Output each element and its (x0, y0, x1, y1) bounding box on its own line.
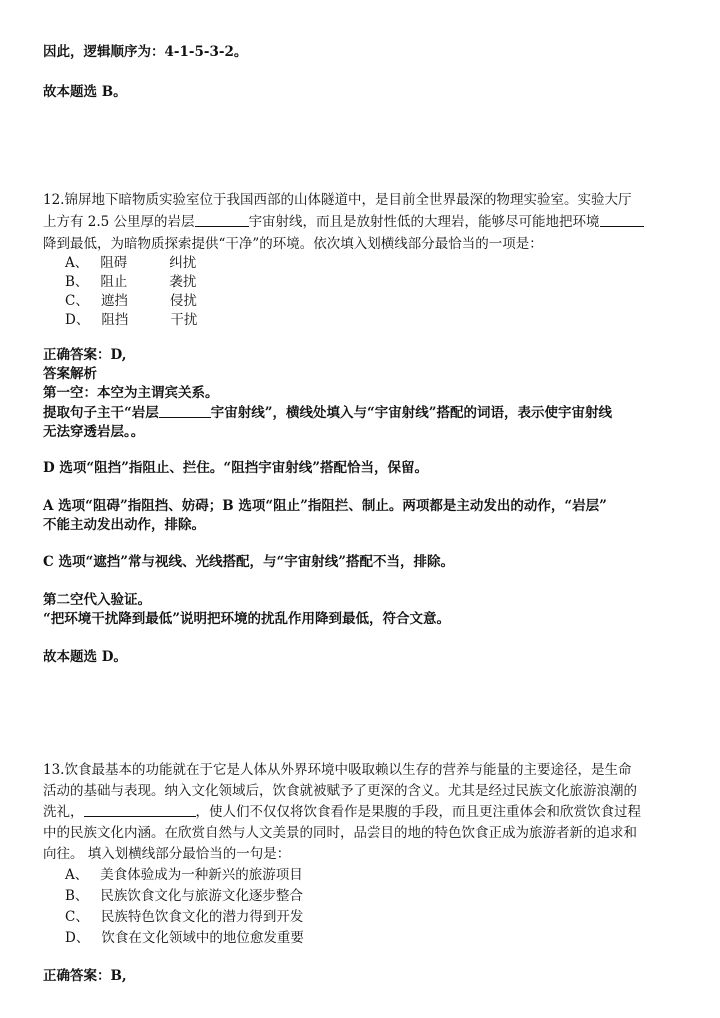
q12-option-b (65, 272, 196, 292)
blank1-text-part-a: 提取句子主干“岩层 (43, 405, 159, 421)
option-letter: D、 (65, 930, 90, 946)
q13-stem-line-3-part-a: 洗礼， (43, 804, 84, 820)
option-letter: D、 (65, 312, 90, 328)
q12-conclusion: 故本题选 D。 (43, 649, 127, 665)
q12-option-d (65, 310, 197, 330)
q12-stem-line-1: 12.锦屏地下暗物质实验室位于我国西部的山体隧道中，是目前全世界最深的物理实验室。实验大厅 (43, 192, 632, 208)
q12-blank2-text: “把环境干扰降到最低”说明把环境的扰乱作用降到最低，符合文意。 (43, 611, 451, 627)
q11-order-line: 因此，逻辑顺序为：4-1-5-3-2。 (43, 44, 248, 60)
q13-option-a (65, 865, 303, 885)
option-letter: B、 (65, 274, 89, 290)
q12-blank1-text-cont: 无法穿透岩层。。 (43, 424, 145, 440)
q12-option-c (65, 291, 197, 311)
option-word-2: 侵扰 (169, 293, 197, 309)
q12-option-a (65, 253, 196, 273)
blank1-text-part-b: 宇宙射线”，横线处填入与“宇宙射线”搭配的词语，表示使宇宙射线 (210, 405, 613, 421)
option-text: 美食体验成为一种新兴的旅游项目 (100, 867, 303, 883)
option-text: 饮食在文化领域中的地位愈发重要 (101, 930, 304, 946)
q12-c-option-analysis: C 选项“遮挡”常与视线、光线搭配，与“宇宙射线”搭配不当，排除。 (43, 554, 455, 570)
option-letter: A、 (65, 867, 89, 883)
q12-d-option-analysis: D 选项“阻挡”指阻止、拦住。“阻挡宇宙射线”搭配恰当，保留。 (43, 460, 428, 476)
q12-ab-option-analysis-1: A 选项“阻碍”指阻挡、妨碍；B 选项“阻止”指阻拦、制止。两项都是主动发出的动作，“岩层” (43, 498, 607, 514)
q12-blank1-title: 第一空：本空为主谓宾关系。 (43, 385, 219, 401)
q13-stem-line-3-part-b: ，使人们不仅仅将饮食看作是果腹的手段，而且更注重体会和欣赏饮食过程 (195, 804, 641, 820)
option-word-1: 遮挡 (100, 293, 128, 309)
option-letter: C、 (65, 293, 89, 309)
q12-stem-line-2-part-b: 宇宙射线，而且是放射性低的大理岩，能够尽可能地把环境 (248, 214, 600, 230)
q13-stem-line-5: 向往。 填入划横线部分最恰当的一句是： (43, 846, 291, 862)
q13-stem-line-1: 13.饮食最基本的功能就在于它是人体从外界环境中吸取赖以生存的营养与能量的主要途径，是生命 (43, 762, 632, 778)
q13-stem-line-2: 活动的基础与表现。纳入文化领域后，饮食就被赋予了更深的含义。尤其是经过民族文化旅游浪潮的 (43, 783, 637, 799)
q13-option-d (65, 928, 304, 948)
option-text: 民族特色饮食文化的潜力得到开发 (100, 909, 304, 925)
option-text: 民族饮食文化与旅游文化逐步整合 (100, 888, 303, 904)
q12-stem-line-2 (43, 212, 644, 232)
q13-stem-line-4: 中的民族文化内涵。在欣赏自然与人文美景的同时，品尝目的地的特色饮食正成为旅游者新的追求和 (43, 825, 637, 841)
option-word-1: 阻止 (100, 274, 128, 290)
option-word-2: 干扰 (170, 312, 198, 328)
option-letter: B、 (65, 888, 89, 904)
q12-stem-line-3: 降到最低，为暗物质探索提供“干净”的环境。依次填入划横线部分最恰当的一项是： (43, 236, 543, 252)
q13-correct-answer: 正确答案：B, (43, 968, 127, 984)
blank-line (84, 802, 196, 817)
option-word-1: 阻碍 (100, 255, 128, 271)
option-word-1: 阻挡 (101, 312, 129, 328)
option-letter: A、 (65, 255, 89, 271)
q13-option-c (65, 907, 303, 927)
blank-line (600, 212, 644, 227)
q12-blank1-text (43, 403, 612, 423)
q12-correct-answer: 正确答案：D, (43, 347, 127, 363)
q12-blank2-title: 第二空代入验证。 (43, 592, 151, 608)
blank-line (195, 212, 249, 227)
q12-stem-line-2-part-a: 上方有 2.5 公里厚的岩层 (43, 214, 195, 230)
option-letter: C、 (65, 909, 89, 925)
q12-analysis-title: 答案解析 (43, 366, 97, 382)
q11-conclusion: 故本题选 B。 (43, 84, 127, 100)
q12-ab-option-analysis-2: 不能主动发出动作，排除。 (43, 517, 205, 533)
q13-option-b (65, 886, 303, 906)
blank-line (159, 403, 211, 418)
option-word-2: 纠扰 (169, 255, 197, 271)
option-word-2: 袭扰 (169, 274, 197, 290)
q13-stem-line-3 (43, 802, 641, 822)
